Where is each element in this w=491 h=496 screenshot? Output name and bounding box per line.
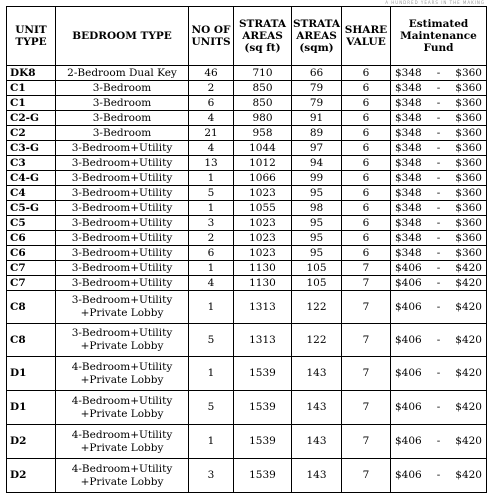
unit-schedule-table	[6, 6, 487, 493]
maintenance-fund-cell	[391, 171, 487, 186]
share-value-cell: 6	[342, 81, 391, 96]
fund-low-value: $348	[395, 141, 422, 154]
strata-sqft-cell: 1539	[234, 391, 292, 425]
bedroom-type-line-2: +Private Lobby	[80, 475, 164, 488]
unit-type-cell: D2	[7, 459, 56, 493]
no-of-units-cell: 1	[189, 261, 234, 276]
maintenance-fund-cell	[391, 246, 487, 261]
strata-sqft-cell: 958	[234, 126, 292, 141]
strata-sqm-cell: 143	[292, 459, 342, 493]
bedroom-type-cell	[56, 156, 189, 171]
unit-type-cell: C2	[7, 126, 56, 141]
share-value-cell: 6	[342, 231, 391, 246]
strata-sqft-cell: 850	[234, 96, 292, 111]
strata-sqft-cell: 850	[234, 81, 292, 96]
share-value-cell: 6	[342, 186, 391, 201]
fund-high-value: $420	[455, 367, 482, 379]
share-value-cell: 7	[342, 324, 391, 357]
fund-separator: -	[436, 333, 441, 346]
maintenance-fund-cell	[391, 201, 487, 216]
maintenance-fund-cell	[391, 231, 487, 246]
fund-high-value: $360	[455, 66, 482, 79]
table-row	[7, 201, 487, 216]
strata-sqft-cell: 1066	[234, 171, 292, 186]
table-row	[7, 246, 487, 261]
no-of-units-cell: 4	[189, 141, 234, 156]
strata-sqft-cell: 710	[234, 66, 292, 81]
fund-high-value: $420	[455, 435, 482, 447]
table-row	[7, 156, 487, 171]
fund-low-value: $348	[395, 201, 422, 214]
strata-sqm-cell: 89	[292, 126, 342, 141]
unit-type-cell: C4-G	[7, 171, 56, 186]
header-unit-type: UNIT TYPE	[7, 7, 56, 66]
bedroom-type-line: 3-Bedroom	[92, 81, 152, 94]
fund-low-value: $348	[395, 246, 422, 259]
no-of-units-cell: 13	[189, 156, 234, 171]
maintenance-fund-cell	[391, 216, 487, 231]
strata-sqm-cell: 95	[292, 231, 342, 246]
table-row	[7, 261, 487, 276]
unit-type-cell: DK8	[7, 66, 56, 81]
unit-type-cell: C6	[7, 231, 56, 246]
strata-sqft-cell: 1023	[234, 231, 292, 246]
fund-low-value: $348	[395, 186, 422, 199]
bedroom-type-line: 3-Bedroom	[92, 111, 152, 124]
fund-separator: -	[436, 216, 441, 229]
table-row	[7, 291, 487, 324]
bedroom-type-cell	[56, 291, 189, 324]
no-of-units-cell: 1	[189, 171, 234, 186]
table-header-row	[7, 7, 487, 66]
strata-sqm-cell: 105	[292, 276, 342, 291]
fund-high-value: $360	[455, 81, 482, 94]
share-value-cell: 6	[342, 141, 391, 156]
bedroom-type-line: 3-Bedroom	[92, 96, 152, 109]
unit-type-cell: C6	[7, 246, 56, 261]
fund-high-value: $420	[455, 261, 482, 274]
bedroom-type-cell	[56, 246, 189, 261]
fund-separator: -	[436, 141, 441, 154]
table-row	[7, 66, 487, 81]
maintenance-fund-cell	[391, 81, 487, 96]
strata-sqft-cell: 1055	[234, 201, 292, 216]
maintenance-fund-cell	[391, 66, 487, 81]
unit-type-cell: C7	[7, 261, 56, 276]
unit-type-cell: C4	[7, 186, 56, 201]
strata-sqm-cell: 91	[292, 111, 342, 126]
bedroom-type-line: 3-Bedroom+Utility	[71, 261, 173, 274]
table-row	[7, 425, 487, 459]
fund-high-value: $420	[455, 333, 482, 346]
bedroom-type-line: 4-Bedroom+Utility	[71, 394, 173, 407]
fund-separator: -	[436, 96, 441, 109]
maintenance-fund-cell	[391, 324, 487, 357]
no-of-units-cell: 1	[189, 291, 234, 324]
table-row	[7, 186, 487, 201]
fund-low-value: $348	[395, 81, 422, 94]
bedroom-type-line-2: +Private Lobby	[80, 373, 164, 386]
strata-sqm-cell: 143	[292, 425, 342, 459]
bedroom-type-cell	[56, 96, 189, 111]
header-share-value: SHARE VALUE	[342, 7, 391, 66]
strata-sqm-cell: 94	[292, 156, 342, 171]
share-value-cell: 7	[342, 425, 391, 459]
header-maintenance-fund: Estimated Maintenance Fund	[391, 7, 487, 66]
table-row	[7, 459, 487, 493]
strata-sqft-cell: 980	[234, 111, 292, 126]
maintenance-fund-cell	[391, 111, 487, 126]
fund-low-value: $348	[395, 96, 422, 109]
bedroom-type-line: 3-Bedroom+Utility	[71, 156, 173, 169]
strata-sqm-cell: 99	[292, 171, 342, 186]
share-value-cell: 7	[342, 291, 391, 324]
unit-type-cell: C1	[7, 81, 56, 96]
table-row	[7, 81, 487, 96]
bedroom-type-cell	[56, 216, 189, 231]
fund-high-value: $360	[455, 111, 482, 124]
strata-sqm-cell: 79	[292, 81, 342, 96]
table-row	[7, 171, 487, 186]
table-row	[7, 276, 487, 291]
unit-type-cell: C7	[7, 276, 56, 291]
strata-sqft-cell: 1313	[234, 324, 292, 357]
fund-low-value: $348	[395, 171, 422, 184]
strata-sqm-cell: 97	[292, 141, 342, 156]
bedroom-type-line: 4-Bedroom+Utility	[71, 462, 173, 475]
strata-sqm-cell: 95	[292, 216, 342, 231]
fund-high-value: $360	[455, 156, 482, 169]
no-of-units-cell: 1	[189, 201, 234, 216]
bedroom-type-line-2: +Private Lobby	[80, 340, 164, 352]
maintenance-fund-cell	[391, 459, 487, 493]
no-of-units-cell: 2	[189, 231, 234, 246]
fund-low-value: $406	[395, 435, 422, 447]
table-row	[7, 141, 487, 156]
no-of-units-cell: 4	[189, 111, 234, 126]
strata-sqft-cell: 1539	[234, 425, 292, 459]
share-value-cell: 7	[342, 391, 391, 425]
strata-sqft-cell: 1313	[234, 291, 292, 324]
unit-type-cell: D1	[7, 357, 56, 391]
bedroom-type-line: 3-Bedroom+Utility	[71, 327, 173, 339]
maintenance-fund-cell	[391, 357, 487, 391]
fund-separator: -	[436, 435, 441, 447]
no-of-units-cell: 5	[189, 324, 234, 357]
fund-high-value: $420	[455, 300, 482, 313]
unit-type-cell: D2	[7, 425, 56, 459]
bedroom-type-cell	[56, 126, 189, 141]
bedroom-type-line: 3-Bedroom+Utility	[71, 201, 173, 214]
bedroom-type-line: 4-Bedroom+Utility	[71, 428, 173, 441]
bedroom-type-line-2: +Private Lobby	[80, 441, 164, 454]
maintenance-fund-cell	[391, 425, 487, 459]
fund-separator: -	[436, 276, 441, 289]
maintenance-fund-cell	[391, 126, 487, 141]
table-row	[7, 357, 487, 391]
share-value-cell: 6	[342, 96, 391, 111]
fund-high-value: $360	[455, 171, 482, 184]
table-body	[7, 66, 487, 493]
fund-separator: -	[436, 186, 441, 199]
fund-low-value: $348	[395, 216, 422, 229]
watermark-text: A HUNDRED YEARS IN THE MAKING	[385, 0, 485, 5]
strata-sqft-cell: 1023	[234, 246, 292, 261]
unit-type-cell: D1	[7, 391, 56, 425]
table-row	[7, 111, 487, 126]
bedroom-type-cell	[56, 111, 189, 126]
fund-low-value: $406	[395, 300, 422, 313]
share-value-cell: 7	[342, 261, 391, 276]
table-row	[7, 391, 487, 425]
fund-low-value: $348	[395, 231, 422, 244]
share-value-cell: 6	[342, 246, 391, 261]
fund-separator: -	[436, 81, 441, 94]
fund-high-value: $420	[455, 401, 482, 413]
unit-type-cell: C5-G	[7, 201, 56, 216]
fund-low-value: $406	[395, 261, 422, 274]
fund-low-value: $348	[395, 156, 422, 169]
strata-sqft-cell: 1023	[234, 186, 292, 201]
bedroom-type-line: 3-Bedroom+Utility	[71, 186, 173, 199]
unit-type-cell: C3	[7, 156, 56, 171]
fund-low-value: $406	[395, 333, 422, 346]
fund-low-value: $348	[395, 111, 422, 124]
bedroom-type-line-2: +Private Lobby	[80, 307, 164, 319]
bedroom-type-cell	[56, 141, 189, 156]
unit-type-cell: C1	[7, 96, 56, 111]
fund-separator: -	[436, 66, 441, 79]
fund-separator: -	[436, 401, 441, 413]
maintenance-fund-cell	[391, 141, 487, 156]
fund-high-value: $360	[455, 96, 482, 109]
strata-sqm-cell: 143	[292, 357, 342, 391]
bedroom-type-line: 3-Bedroom+Utility	[71, 216, 173, 229]
bedroom-type-line: 3-Bedroom+Utility	[71, 276, 173, 289]
no-of-units-cell: 21	[189, 126, 234, 141]
maintenance-fund-cell	[391, 276, 487, 291]
bedroom-type-cell	[56, 261, 189, 276]
bedroom-type-cell	[56, 186, 189, 201]
strata-sqm-cell: 98	[292, 201, 342, 216]
bedroom-type-cell	[56, 459, 189, 493]
fund-high-value: $360	[455, 216, 482, 229]
maintenance-fund-cell	[391, 156, 487, 171]
fund-high-value: $360	[455, 186, 482, 199]
share-value-cell: 6	[342, 201, 391, 216]
fund-low-value: $406	[395, 469, 422, 481]
strata-sqm-cell: 122	[292, 324, 342, 357]
fund-low-value: $348	[395, 126, 422, 139]
no-of-units-cell: 1	[189, 425, 234, 459]
strata-sqft-cell: 1012	[234, 156, 292, 171]
bedroom-type-line: 3-Bedroom+Utility	[71, 294, 173, 306]
fund-separator: -	[436, 231, 441, 244]
strata-sqm-cell: 143	[292, 391, 342, 425]
bedroom-type-line: 3-Bedroom+Utility	[71, 231, 173, 244]
strata-sqm-cell: 95	[292, 246, 342, 261]
no-of-units-cell: 5	[189, 186, 234, 201]
fund-low-value: $406	[395, 276, 422, 289]
fund-high-value: $420	[455, 469, 482, 481]
strata-sqft-cell: 1044	[234, 141, 292, 156]
unit-type-cell: C8	[7, 291, 56, 324]
bedroom-type-cell	[56, 425, 189, 459]
no-of-units-cell: 3	[189, 216, 234, 231]
strata-sqft-cell: 1539	[234, 459, 292, 493]
share-value-cell: 6	[342, 171, 391, 186]
bedroom-type-line-2: +Private Lobby	[80, 407, 164, 420]
share-value-cell: 7	[342, 276, 391, 291]
fund-separator: -	[436, 171, 441, 184]
table-row	[7, 96, 487, 111]
bedroom-type-line: 3-Bedroom+Utility	[71, 246, 173, 259]
fund-separator: -	[436, 261, 441, 274]
table-row	[7, 324, 487, 357]
fund-separator: -	[436, 469, 441, 481]
no-of-units-cell: 1	[189, 357, 234, 391]
unit-type-cell: C2-G	[7, 111, 56, 126]
fund-high-value: $360	[455, 141, 482, 154]
bedroom-type-cell	[56, 201, 189, 216]
header-no-of-units: NO OF UNITS	[189, 7, 234, 66]
bedroom-type-cell	[56, 391, 189, 425]
share-value-cell: 6	[342, 156, 391, 171]
bedroom-type-cell	[56, 231, 189, 246]
fund-high-value: $360	[455, 201, 482, 214]
strata-sqm-cell: 105	[292, 261, 342, 276]
share-value-cell: 7	[342, 357, 391, 391]
maintenance-fund-cell	[391, 96, 487, 111]
strata-sqft-cell: 1023	[234, 216, 292, 231]
no-of-units-cell: 5	[189, 391, 234, 425]
share-value-cell: 6	[342, 111, 391, 126]
strata-sqm-cell: 66	[292, 66, 342, 81]
share-value-cell: 6	[342, 216, 391, 231]
fund-separator: -	[436, 126, 441, 139]
table-row	[7, 231, 487, 246]
bedroom-type-cell	[56, 66, 189, 81]
strata-sqm-cell: 79	[292, 96, 342, 111]
bedroom-type-line: 2-Bedroom Dual Key	[67, 66, 177, 79]
unit-type-cell: C8	[7, 324, 56, 357]
header-strata-sqft: STRATA AREAS (sq ft)	[234, 7, 292, 66]
bedroom-type-cell	[56, 171, 189, 186]
strata-sqm-cell: 122	[292, 291, 342, 324]
header-bedroom-type: BEDROOM TYPE	[56, 7, 189, 66]
fund-separator: -	[436, 156, 441, 169]
maintenance-fund-cell	[391, 391, 487, 425]
no-of-units-cell: 6	[189, 96, 234, 111]
fund-separator: -	[436, 367, 441, 379]
fund-separator: -	[436, 111, 441, 124]
bedroom-type-line: 4-Bedroom+Utility	[71, 360, 173, 373]
no-of-units-cell: 2	[189, 81, 234, 96]
bedroom-type-cell	[56, 276, 189, 291]
fund-high-value: $360	[455, 126, 482, 139]
fund-low-value: $406	[395, 401, 422, 413]
no-of-units-cell: 6	[189, 246, 234, 261]
header-strata-sqm: STRATA AREAS (sqm)	[292, 7, 342, 66]
fund-separator: -	[436, 246, 441, 259]
maintenance-fund-cell	[391, 291, 487, 324]
strata-sqm-cell: 95	[292, 186, 342, 201]
unit-type-cell: C3-G	[7, 141, 56, 156]
table-row	[7, 126, 487, 141]
bedroom-type-cell	[56, 324, 189, 357]
fund-low-value: $348	[395, 66, 422, 79]
strata-sqft-cell: 1130	[234, 276, 292, 291]
share-value-cell: 6	[342, 66, 391, 81]
no-of-units-cell: 46	[189, 66, 234, 81]
share-value-cell: 7	[342, 459, 391, 493]
strata-sqft-cell: 1539	[234, 357, 292, 391]
maintenance-fund-cell	[391, 186, 487, 201]
fund-separator: -	[436, 300, 441, 313]
bedroom-type-line: 3-Bedroom	[92, 126, 152, 139]
maintenance-fund-cell	[391, 261, 487, 276]
fund-high-value: $420	[455, 276, 482, 289]
share-value-cell: 6	[342, 126, 391, 141]
fund-separator: -	[436, 201, 441, 214]
strata-sqft-cell: 1130	[234, 261, 292, 276]
fund-high-value: $360	[455, 231, 482, 244]
no-of-units-cell: 3	[189, 459, 234, 493]
bedroom-type-line: 3-Bedroom+Utility	[71, 171, 173, 184]
unit-type-cell: C5	[7, 216, 56, 231]
fund-high-value: $360	[455, 246, 482, 259]
table-row	[7, 216, 487, 231]
bedroom-type-cell	[56, 357, 189, 391]
no-of-units-cell: 4	[189, 276, 234, 291]
bedroom-type-cell	[56, 81, 189, 96]
fund-low-value: $406	[395, 367, 422, 379]
bedroom-type-line: 3-Bedroom+Utility	[71, 141, 173, 154]
